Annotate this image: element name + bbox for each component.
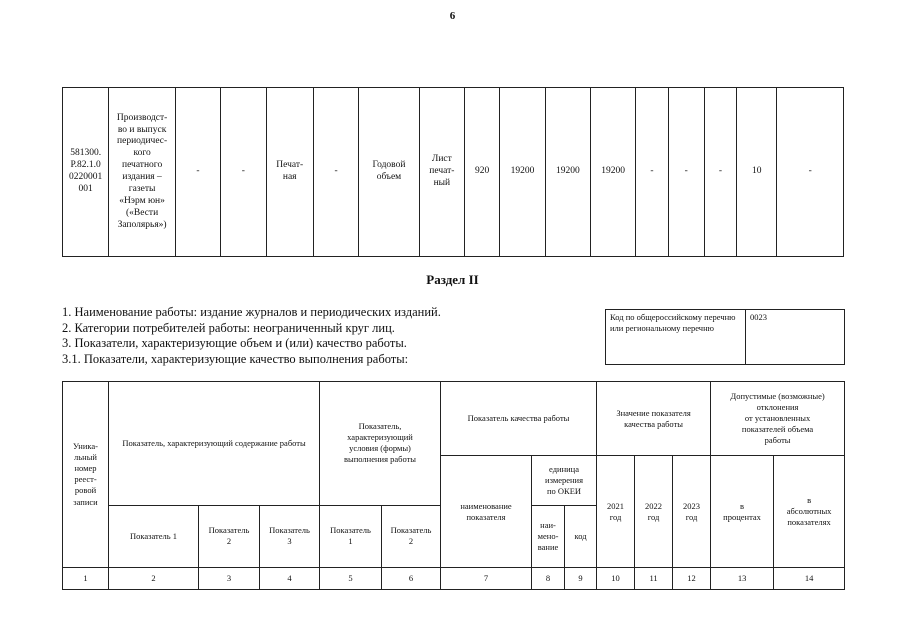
value-year-3-cell: 19200 (590, 88, 635, 257)
column-number: 10 (597, 567, 635, 589)
column-number: 5 (320, 567, 382, 589)
header-condition-indicator-1: Показатель 1 (320, 505, 382, 567)
header-indicator-name: наименование показателя (441, 456, 532, 568)
table-row (63, 88, 844, 257)
classifier-code-value: 0023 (746, 310, 845, 365)
header-year-2023: 2023 год (673, 456, 711, 568)
quality-indicators-line: 3.1. Показатели, характеризующие качество выполнения работы: (62, 351, 409, 366)
section-title: Раздел II (426, 272, 479, 287)
header-condition-indicator-2: Показатель 2 (382, 505, 441, 567)
content-indicator-1-cell: Производст- во и выпуск периодичес- кого печатного издания – газеты «Нэрм юн» («Вести Заполярья») (109, 88, 176, 257)
header-unique-number: Уника- льный номер реест- ровой записи (63, 382, 109, 568)
column-number: 4 (260, 567, 320, 589)
deviation-absolute-cell: - (777, 88, 844, 257)
condition-indicator-2-cell: - (313, 88, 358, 257)
content-indicator-2-cell: - (175, 88, 220, 257)
content-indicator-3-cell: - (221, 88, 266, 257)
condition-indicator-1-cell: Печат- ная (266, 88, 313, 257)
column-number: 12 (673, 567, 711, 589)
value-year-1-cell: 19200 (500, 88, 545, 257)
indicators-line: 3. Показатели, характеризующие объем и (или) качество работы. (62, 336, 407, 350)
header-okei-name: наи- мено- вание (532, 505, 565, 567)
column-number: 1 (63, 567, 109, 589)
column-number: 7 (441, 567, 532, 589)
data-cell: - (668, 88, 704, 257)
column-number-row (63, 567, 845, 589)
column-number: 14 (774, 567, 845, 589)
consumer-category-line: 2. Категории потребителей работы: неограниченный круг лиц. (62, 320, 395, 335)
registry-number-cell: 581300. Р.82.1.0 0220001 001 (63, 88, 109, 257)
deviation-percent-cell: 10 (737, 88, 777, 257)
okei-code-cell: 920 (465, 88, 500, 257)
data-cell: - (704, 88, 736, 257)
column-number: 2 (109, 567, 199, 589)
column-number: 9 (565, 567, 597, 589)
value-year-2-cell: 19200 (545, 88, 590, 257)
header-content-indicator: Показатель, характеризующий содержание работы (109, 382, 320, 506)
column-number: 3 (199, 567, 260, 589)
column-number: 13 (711, 567, 774, 589)
header-okei-unit: единица измерения по ОКЕИ (532, 456, 597, 505)
header-content-indicator-1: Показатель 1 (109, 505, 199, 567)
classifier-code-label: Код по общероссийскому перечню или региональному перечню (606, 310, 746, 365)
header-indicator-value: Значение показателя качества работы (597, 382, 711, 456)
column-number: 11 (635, 567, 673, 589)
header-year-2021: 2021 год (597, 456, 635, 568)
header-content-indicator-2: Показатель 2 (199, 505, 260, 567)
header-deviation-percent: в процентах (711, 456, 774, 568)
top-data-table (62, 87, 844, 257)
quality-indicators-table (62, 381, 845, 590)
header-content-indicator-3: Показатель 3 (260, 505, 320, 567)
indicator-name-cell: Годовой объем (359, 88, 419, 257)
header-year-2022: 2022 год (635, 456, 673, 568)
header-conditions-indicator: Показатель, характеризующий условия (формы) выполнения работы (320, 382, 441, 506)
header-quality-indicator: Показатель качества работы (441, 382, 597, 456)
page-number: 6 (449, 10, 456, 22)
column-number: 6 (382, 567, 441, 589)
header-okei-code: код (565, 505, 597, 567)
classifier-code-box (605, 309, 845, 365)
header-allowed-deviations: Допустимые (возможные) отклонения от установленных показателей объема работы (711, 382, 845, 456)
data-cell: - (636, 88, 668, 257)
work-info (62, 305, 441, 367)
header-deviation-absolute: в абсолютных показателях (774, 456, 845, 568)
column-number: 8 (532, 567, 565, 589)
work-name-line: 1. Наименование работы: издание журналов и периодических изданий. (62, 305, 441, 319)
okei-name-cell: Лист печат- ный (419, 88, 464, 257)
